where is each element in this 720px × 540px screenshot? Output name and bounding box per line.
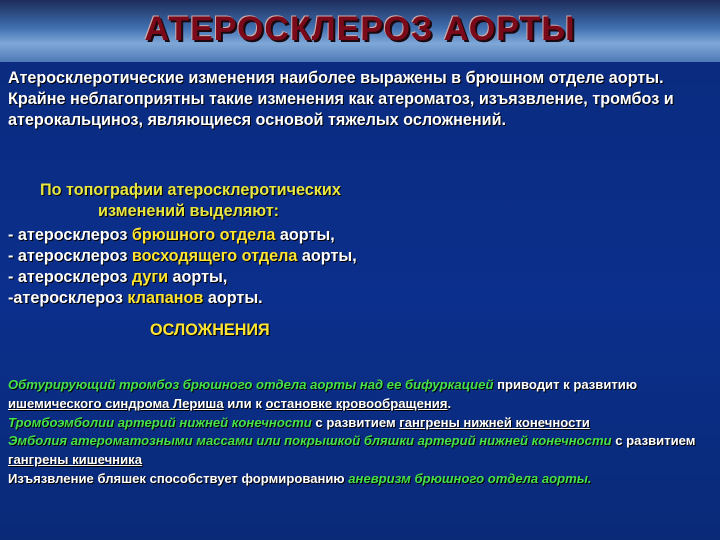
complication-1-text-2: или к xyxy=(223,395,266,411)
complication-1-underline-1: ишемического синдрома Лериша xyxy=(8,395,224,411)
list-item-highlight: дуги xyxy=(131,268,169,286)
list-item-prefix: - атеросклероз xyxy=(8,268,132,286)
list-item-highlight: брюшного отдела xyxy=(131,226,276,244)
topography-list xyxy=(8,225,708,309)
list-item-suffix: аорты, xyxy=(297,247,357,265)
list-item xyxy=(8,288,708,309)
list-item-prefix: -атеросклероз xyxy=(8,289,128,307)
list-item xyxy=(8,267,708,288)
complications-heading: ОСЛОЖНЕНИЯ xyxy=(150,321,270,339)
complication-4-green: аневризм брюшного отдела аорты. xyxy=(348,470,592,486)
list-item-suffix: аорты, xyxy=(168,268,228,286)
complication-3-underline: гангрены кишечника xyxy=(8,452,142,468)
list-item xyxy=(8,246,708,267)
list-item-prefix: - атеросклероз xyxy=(8,247,132,265)
complication-2-green: Тромбоэмболии артерий нижней конечности xyxy=(8,414,312,430)
complications-paragraph xyxy=(8,376,714,489)
intro-paragraph: Атеросклеротические изменения наиболее выражены в брюшном отделе аорты. Крайне неблагоприятны такие изменения как атероматоз, изъязвление, тромбоз и атерокальциноз, являющиеся основой тяжелых осложнений. xyxy=(8,69,674,129)
list-item-prefix: - атеросклероз xyxy=(8,226,132,244)
complication-3-text: с развитием xyxy=(611,433,696,449)
complication-1-green: Обтурирующий тромбоз брюшного отдела аорты над ее бифуркацией xyxy=(8,377,494,392)
slide-title: АТЕРОСКЛЕРОЗ АОРТЫ xyxy=(144,10,576,48)
topography-heading-line2: изменений выделяют: xyxy=(98,202,280,220)
complication-1-text: приводит к развитию xyxy=(493,377,638,392)
list-item-highlight: восходящего отдела xyxy=(131,247,298,265)
complication-1-end: . xyxy=(447,395,452,411)
topography-heading xyxy=(40,180,420,222)
complication-4-text: Изъязвление бляшек способствует формированию xyxy=(8,470,349,486)
complication-2-text: с развитием xyxy=(311,414,400,430)
list-item-suffix: аорты. xyxy=(203,289,263,307)
list-item xyxy=(8,225,708,246)
list-item-highlight: клапанов xyxy=(127,289,204,307)
topography-heading-line1: По топографии атеросклеротических xyxy=(40,181,341,199)
complication-1-underline-2: остановке кровообращения xyxy=(265,395,448,411)
list-item-suffix: аорты, xyxy=(275,226,335,244)
complication-3-green: Эмболия атероматозными массами или покрышкой бляшки артерий нижней конечности xyxy=(8,433,612,449)
complication-2-underline: гангрены нижней конечности xyxy=(399,414,590,430)
